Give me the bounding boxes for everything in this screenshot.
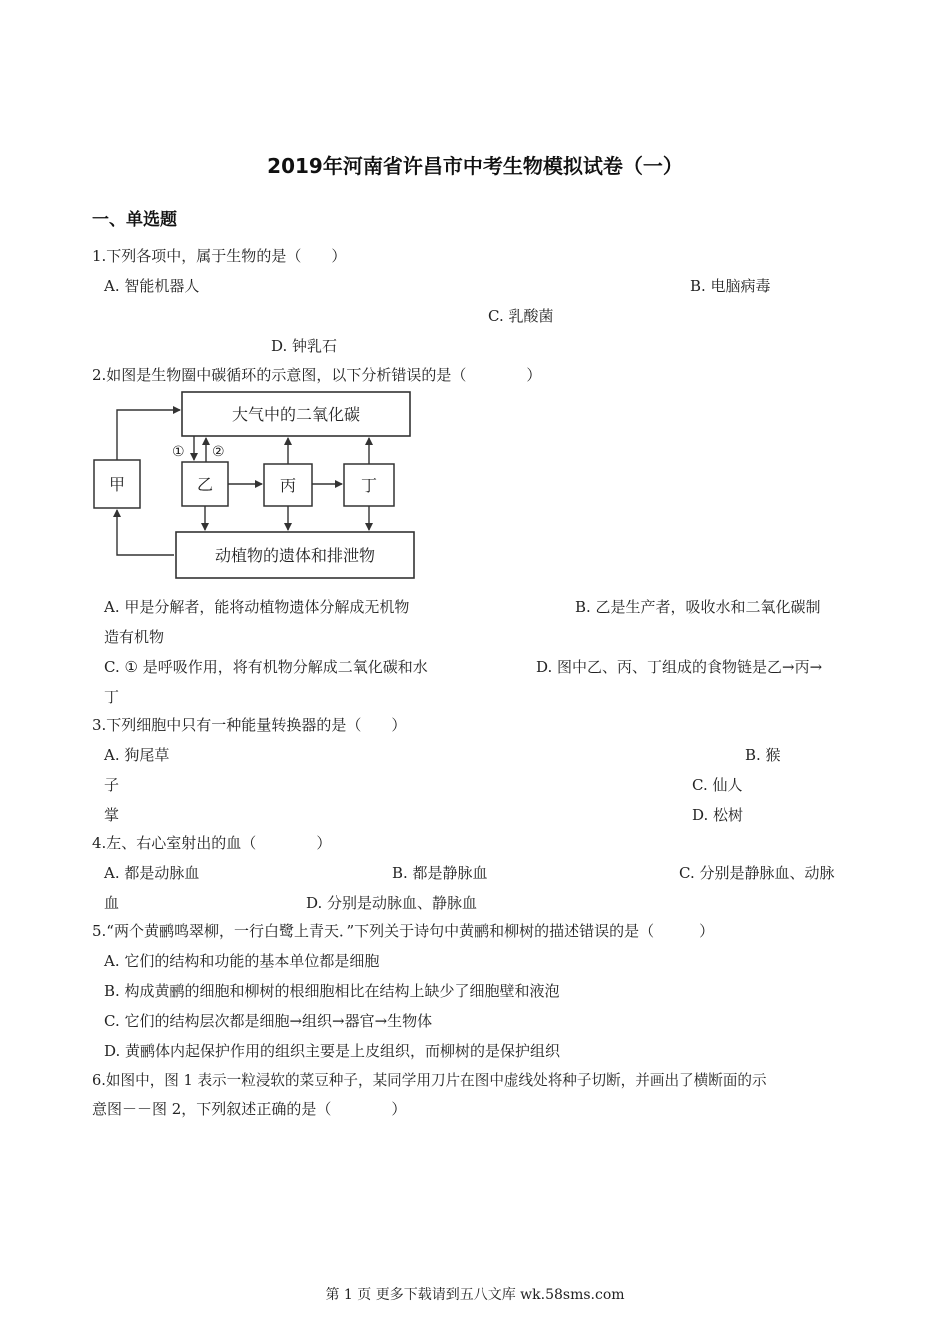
- yi-label: 乙: [196, 475, 214, 494]
- question-4-option-a: A. 都是动脉血: [104, 864, 200, 882]
- question-5-stem: 5.“两个黄鹂鸣翠柳，一行白鹭上青天．”下列关于诗句中黄鹂和柳树的描述错误的是（ ）: [92, 922, 715, 940]
- question-1-option-c: C. 乳酸菌: [488, 307, 554, 325]
- question-1-option-a: A. 智能机器人: [104, 277, 200, 295]
- question-1-option-d: D. 钟乳石: [271, 337, 338, 355]
- question-6-stem: 6.如图中，图 1 表示一粒浸软的菜豆种子，某同学用刀片在图中虚线处将种子切断，并画出了横断面的示: [92, 1072, 767, 1089]
- jia-label: 甲: [108, 475, 126, 494]
- ding-label: 丁: [360, 476, 378, 495]
- question-3-option-b: B. 猴: [745, 746, 781, 764]
- question-2-option-b-cont: 造有机物: [104, 628, 165, 646]
- question-2-stem: 2.如图是生物圈中碳循环的示意图，以下分析错误的是（ ）: [92, 366, 542, 384]
- question-6-stem-cont: 意图－－图 2，下列叙述正确的是（ ）: [92, 1100, 407, 1118]
- question-4-stem: 4.左、右心室射出的血（ ）: [92, 834, 332, 852]
- question-2-option-c: C. ① 是呼吸作用，将有机物分解成二氧化碳和水: [104, 658, 428, 676]
- question-3-option-c: C. 仙人: [692, 776, 743, 794]
- question-1-option-b: B. 电脑病毒: [690, 277, 771, 295]
- atmosphere-label: 大气中的二氧化碳: [231, 405, 361, 424]
- remains-box: [176, 532, 414, 578]
- bing-label: 丙: [279, 476, 297, 495]
- page-title: 2019年河南省许昌市中考生物模拟试卷（一）: [267, 154, 683, 178]
- ding-box: [344, 464, 394, 506]
- label-1: ①: [172, 444, 185, 460]
- jia-box: [94, 460, 140, 508]
- question-2-option-b: B. 乙是生产者，吸收水和二氧化碳制: [575, 598, 821, 616]
- question-3-option-b-cont: 子: [104, 776, 120, 794]
- yi-box: [182, 462, 228, 506]
- page-footer: 第 1 页 更多下载请到五八文库 wk.58sms.com: [325, 1287, 625, 1303]
- atmosphere-box: [182, 392, 410, 436]
- carbon-cycle-diagram: [90, 388, 422, 584]
- question-5-option-d: D. 黄鹂体内起保护作用的组织主要是上皮组织，而柳树的是保护组织: [104, 1042, 561, 1060]
- question-4-option-d: D. 分别是动脉血、静脉血: [306, 894, 478, 912]
- question-2-option-d-cont: 丁: [104, 688, 120, 706]
- label-2: ②: [212, 444, 225, 460]
- question-3-option-d: D. 松树: [692, 806, 744, 824]
- question-4-option-c-cont: 血: [104, 894, 120, 912]
- question-1-stem: 1.下列各项中，属于生物的是（ ）: [92, 247, 347, 265]
- question-3-option-a: A. 狗尾草: [104, 746, 170, 764]
- remains-label: 动植物的遗体和排泄物: [214, 546, 376, 565]
- question-5-option-b: B. 构成黄鹂的细胞和柳树的根细胞相比在结构上缺少了细胞壁和液泡: [104, 982, 560, 1000]
- question-5-option-a: A. 它们的结构和功能的基本单位都是细胞: [104, 952, 380, 970]
- question-3-stem: 3.下列细胞中只有一种能量转换器的是（ ）: [92, 716, 407, 734]
- bing-box: [264, 464, 312, 506]
- question-2-option-a: A. 甲是分解者，能将动植物遗体分解成无机物: [104, 598, 410, 616]
- arrow-jia-to-atmosphere: [117, 410, 180, 460]
- question-4-option-c: C. 分别是静脉血、动脉: [679, 864, 835, 882]
- arrow-remains-to-jia: [117, 510, 174, 555]
- section-heading: 一、单选题: [92, 210, 177, 230]
- question-3-option-c-cont: 掌: [104, 806, 120, 824]
- question-2-option-d: D. 图中乙、丙、丁组成的食物链是乙→丙→: [536, 658, 823, 676]
- question-4-option-b: B. 都是静脉血: [392, 864, 488, 882]
- question-5-option-c: C. 它们的结构层次都是细胞→组织→器官→生物体: [104, 1012, 433, 1030]
